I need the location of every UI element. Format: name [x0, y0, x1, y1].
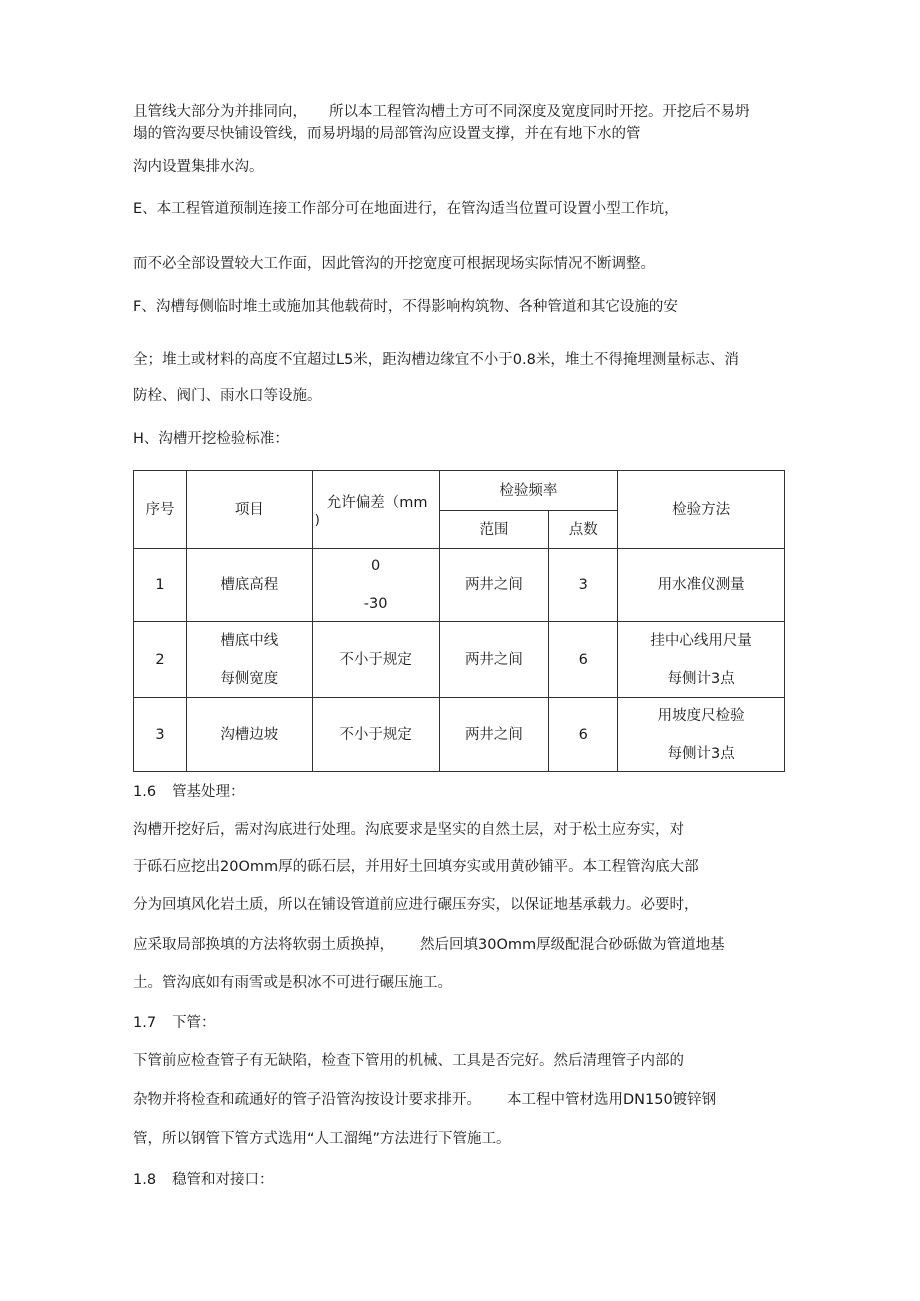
section-1-8-number: 1.8 [133, 1172, 157, 1188]
section-1-7-heading [133, 1013, 216, 1033]
table-row [134, 549, 785, 622]
header-tolerance [312, 471, 439, 549]
row1-tolerance [312, 549, 439, 622]
section-1-7-number: 1.7 [133, 1015, 157, 1031]
para1-line1-part-a: 且管线大部分为并排同向， [133, 104, 307, 120]
row2-item [186, 622, 312, 698]
item-e-line2: 而不必全部设置较大工作面，因此管沟的开挖宽度可根据现场实际情况不断调整。 [133, 256, 655, 272]
section-1-6-heading [133, 782, 245, 802]
section-1-6-line3: 分为回填风化岩土质，所以在铺设管道前应进行碾压夯实，以保证地基承载力。必要时， [133, 897, 699, 913]
table-row [134, 622, 785, 698]
para1-line2: 塌的管沟要尽快铺设管线，而易坍塌的局部管沟应设置支撑，并在有地下水的管 [133, 126, 641, 142]
section-1-7-title: 下管： [172, 1015, 216, 1031]
para1-line3: 沟内设置集排水沟。 [133, 159, 264, 175]
header-points: 点数 [549, 511, 618, 549]
row2-method-line1: 挂中心线用尺量 [650, 632, 752, 649]
section-1-6-number: 1.6 [133, 784, 157, 800]
header-seq: 序号 [134, 471, 187, 549]
item-e-line1: E、本工程管道预制连接工作部分可在地面进行，在管沟适当位置可设置小型工作坑， [133, 201, 679, 217]
section-1-6-line5: 土。管沟底如有雨雪或是积冰不可进行碾压施工。 [133, 975, 452, 991]
row2-method-line2: 每侧计3点 [667, 670, 735, 687]
table-header-row-1 [134, 471, 785, 511]
row1-seq: 1 [134, 549, 187, 622]
item-f-line3: 防栓、阀门、雨水口等设施。 [133, 388, 322, 404]
row1-item: 槽底高程 [186, 549, 312, 622]
section-1-8-title: 稳管和对接口： [172, 1172, 274, 1188]
row2-points: 6 [549, 622, 618, 698]
row3-points: 6 [549, 698, 618, 772]
row3-range: 两井之间 [439, 698, 549, 772]
section-1-7-line1: 下管前应检查管子有无缺陷，检查下管用的机械、工具是否完好。然后清理管子内部的 [133, 1053, 684, 1069]
item-f-line2: 全；堆土或材料的高度不宜超过L5米，距沟槽边缘宜不小于0.8米，堆土不得掩埋测量标志、消 [133, 352, 739, 368]
header-frequency: 检验频率 [439, 471, 618, 511]
row3-method-line1: 用坡度尺检验 [657, 707, 745, 724]
row1-method: 用水准仪测量 [618, 549, 785, 622]
row3-method [618, 698, 785, 772]
row2-range: 两井之间 [439, 622, 549, 698]
section-1-6-title: 管基处理： [172, 784, 245, 800]
para1-line1 [133, 102, 750, 122]
row2-item-line2: 每侧宽度 [220, 670, 279, 687]
header-tolerance-a: 允许偏差（mm [326, 495, 428, 511]
section-1-6-line4-part-a: 应采取局部换填的方法将软弱土质换掉， [133, 937, 394, 953]
row1-tolerance-lower: -30 [363, 596, 388, 612]
row1-range: 两井之间 [439, 549, 549, 622]
row2-tolerance: 不小于规定 [312, 622, 439, 698]
section-1-7-line2-part-a: 杂物并将检查和疏通好的管子沿管沟按设计要求排开。 [133, 1092, 481, 1108]
section-1-7-line3: 管，所以钢管下管方式选用“人工溜绳”方法进行下管施工。 [133, 1131, 511, 1147]
section-1-8-heading [133, 1170, 274, 1190]
header-range: 范围 [439, 511, 549, 549]
header-item: 项目 [186, 471, 312, 549]
row3-item: 沟槽边坡 [186, 698, 312, 772]
row1-tolerance-upper: 0 [371, 558, 381, 574]
row2-seq: 2 [134, 622, 187, 698]
row2-item-line1: 槽底中线 [220, 632, 279, 649]
row3-seq: 3 [134, 698, 187, 772]
section-1-6-line4 [133, 935, 725, 955]
section-1-7-line2-part-b: 本工程中管材选用DN150镀锌钢 [507, 1092, 717, 1108]
table-row [134, 698, 785, 772]
header-method: 检验方法 [618, 471, 785, 549]
item-f-line1: F、沟槽每侧临时堆土或施加其他载荷时，不得影响构筑物、各种管道和其它设施的安 [133, 299, 678, 315]
section-1-6-line1: 沟槽开挖好后，需对沟底进行处理。沟底要求是坚实的自然土层，对于松土应夯实，对 [133, 822, 684, 838]
section-1-6-line4-part-b: 然后回填30Omm厚级配混合砂砾做为管道地基 [420, 937, 725, 953]
row3-method-line2: 每侧计3点 [667, 745, 735, 762]
item-h-title: H、沟槽开挖检验标准： [133, 431, 289, 447]
row3-tolerance: 不小于规定 [312, 698, 439, 772]
section-1-7-line2 [133, 1090, 716, 1110]
row2-method [618, 622, 785, 698]
header-tolerance-b: ) [314, 513, 320, 528]
inspection-standard-table [133, 470, 785, 772]
para1-line1-part-b: 所以本工程管沟槽土方可不同深度及宽度同时开挖。开挖后不易坍 [329, 104, 750, 120]
section-1-6-line2: 于砾石应挖出20Omm厚的砾石层，并用好土回填夯实或用黄砂铺平。本工程管沟底大部 [133, 859, 699, 875]
row1-points: 3 [549, 549, 618, 622]
